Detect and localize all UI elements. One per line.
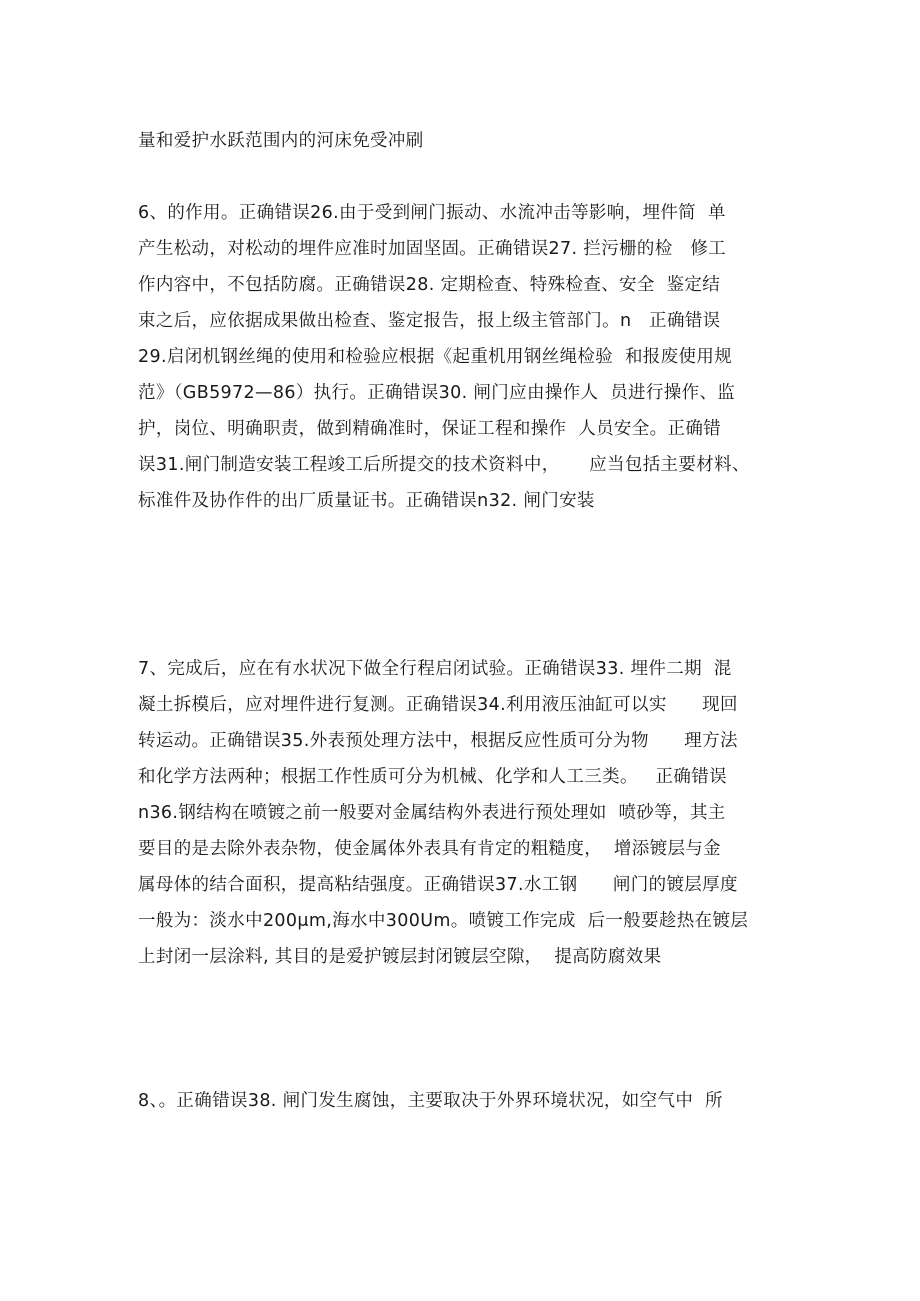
text-line: 6、的作用。正确错误26.由于受到闸门振动、水流冲击等影响，埋件简 单	[138, 203, 726, 223]
text-line: 护，岗位、明确职责，做到精确准时，保证工程和操作 人员安全。正确错	[138, 419, 722, 439]
text-line: 转运动。正确错误35.外表预处理方法中，根据反应性质可分为物 理方法	[138, 731, 738, 751]
text-line: 量和爱护水跃范围内的河床免受冲刷	[138, 131, 424, 151]
text-line: 要目的是去除外表杂物，使金属体外表具有肯定的粗糙度， 增添镀层与金	[138, 839, 722, 859]
text-line: 7、完成后，应在有水状况下做全行程启闭试验。正确错误33. 埋件二期 混	[138, 659, 732, 679]
text-line: 和化学方法两种；根据工作性质可分为机械、化学和人工三类。 正确错误	[138, 767, 727, 787]
text-line: 范》（GB5972—86）执行。正确错误30. 闸门应由操作人 员进行操作、监	[138, 383, 736, 403]
text-line: 标准件及协作件的出厂质量证书。正确错误n32. 闸门安装	[138, 491, 595, 511]
text-line: n36.钢结构在喷镀之前一般要对金属结构外表进行预处理如 喷砂等，其主	[138, 803, 726, 823]
text-line: 误31.闸门制造安装工程竣工后所提交的技术资料中， 应当包括主要材料、	[138, 455, 750, 475]
text-line: 作内容中，不包括防腐。正确错误28. 定期检查、特殊检查、安全 鉴定结	[138, 275, 721, 295]
text-line: 8、。正确错误38. 闸门发生腐蚀，主要取决于外界环境状况，如空气中 所	[138, 1091, 723, 1111]
text-line: 属母体的结合面积，提高粘结强度。正确错误37.水工钢 闸门的镀层厚度	[138, 875, 738, 895]
text-line: 束之后，应依据成果做出检查、鉴定报告，报上级主管部门。n 正确错误	[138, 311, 721, 331]
text-line: 一般为：淡水中200μm,海水中300Um。喷镀工作完成 后一般要趁热在镀层	[138, 911, 749, 931]
text-line: 上封闭一层涂料, 其目的是爱护镀层封闭镀层空隙， 提高防腐效果	[138, 947, 662, 967]
text-line: 凝土拆模后，应对埋件进行复测。正确错误34.利用液压油缸可以实 现回	[138, 695, 738, 715]
text-line: 29.启闭机钢丝绳的使用和检验应根据《起重机用钢丝绳检验 和报废使用规	[138, 347, 733, 367]
text-line: 产生松动，对松动的埋件应准时加固坚固。正确错误27. 拦污栅的检 修工	[138, 239, 727, 259]
